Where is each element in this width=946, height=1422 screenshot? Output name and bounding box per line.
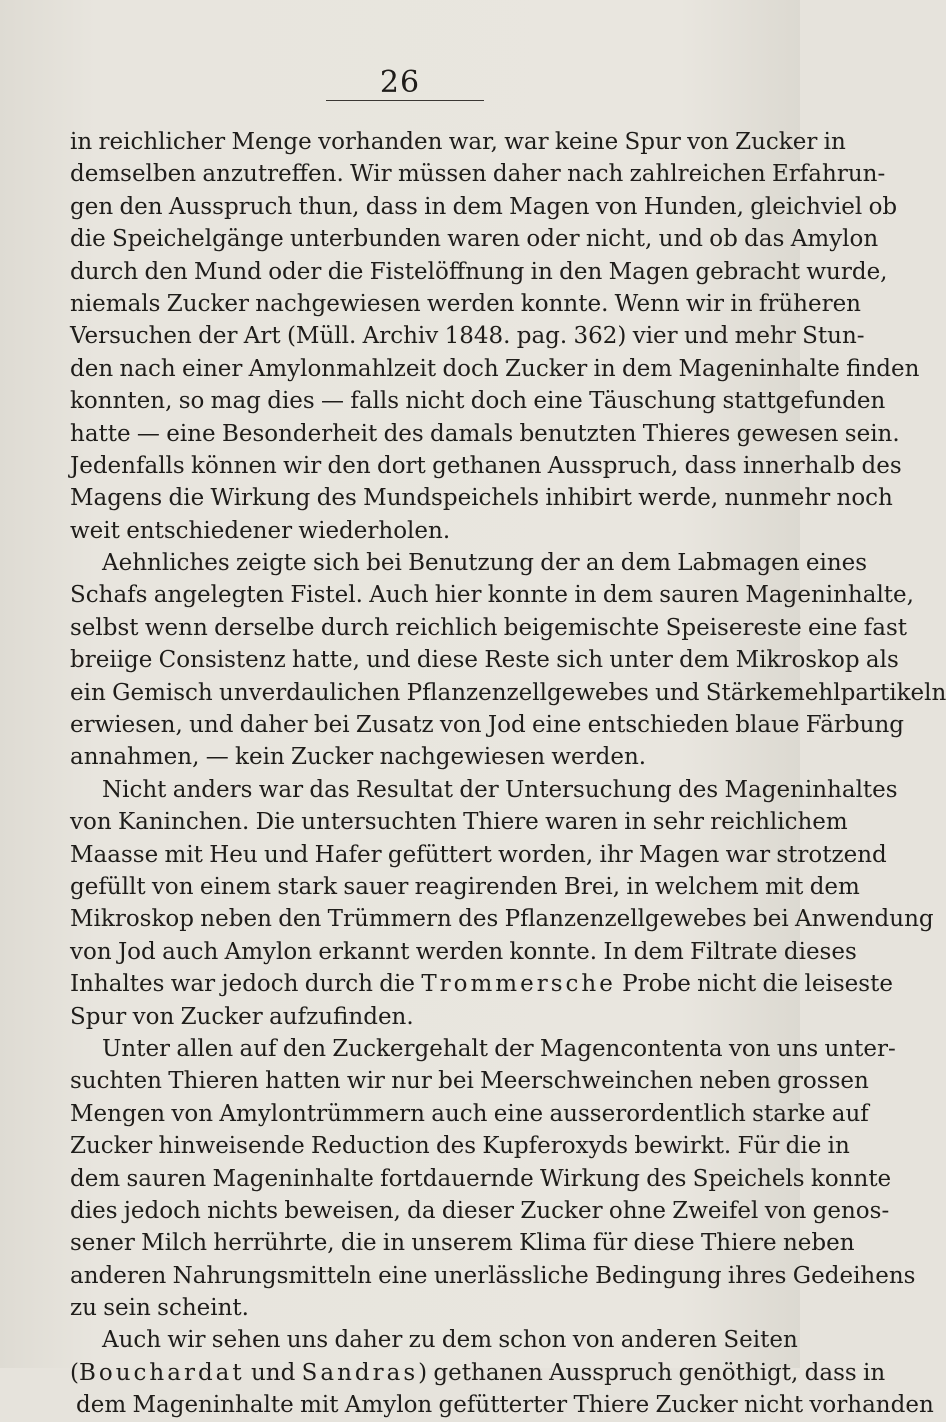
text-line: demselben anzutreffen. Wir müssen daher nach zahlreichen Erfahrun- — [70, 161, 886, 188]
text-line: dies jedoch nichts beweisen, da dieser Zucker ohne Zweifel von genos- — [70, 1197, 890, 1224]
spaced-name-bouchardat: Bouchardat — [78, 1359, 245, 1386]
text-line: Mikroskop neben den Trümmern des Pflanzenzellgewebes bei Anwendung — [70, 906, 934, 933]
text-line: suchten Thieren hatten wir nur bei Meerschweinchen neben grossen — [70, 1068, 869, 1095]
text-line: niemals Zucker nachgewiesen werden konnte. Wenn wir in früheren — [70, 290, 861, 317]
text-line: annahmen, — kein Zucker nachgewiesen werden. — [70, 744, 647, 771]
text-line: Schafs angelegten Fistel. Auch hier konnte in dem sauren Mageninhalte, — [70, 582, 914, 609]
text-line — [70, 968, 893, 1000]
paragraph-start-line: Unter allen auf den Zuckergehalt der Magencontenta von uns unter- — [102, 1035, 896, 1062]
text-line: durch den Mund oder die Fistelöffnung in den Magen gebracht wurde, — [70, 258, 888, 285]
paragraph-start-line: Nicht anders war das Resultat der Untersuchung des Mageninhaltes — [102, 776, 898, 803]
text-line: den nach einer Amylonmahlzeit doch Zucker in dem Mageninhalte finden — [70, 355, 920, 382]
page-number-rule — [326, 100, 484, 101]
text-line: gefüllt von einem stark sauer reagirenden Brei, in welchem mit dem — [70, 873, 860, 900]
text-line: breiige Consistenz hatte, und diese Reste sich unter dem Mikroskop als — [70, 647, 899, 674]
text-segment: Probe nicht die leiseste — [615, 971, 893, 998]
page-number: 26 — [379, 65, 421, 100]
text-line: anderen Nahrungsmitteln eine unerlässliche Bedingung ihres Gedeihens — [70, 1262, 916, 1289]
text-line: Magens die Wirkung des Mundspeichels inhibirt werde, nunmehr noch — [70, 485, 893, 512]
paragraph-start-line: Auch wir sehen uns daher zu dem schon von anderen Seiten — [102, 1327, 798, 1354]
text-line: in reichlicher Menge vorhanden war, war keine Spur von Zucker in — [70, 129, 846, 155]
text-line: Zucker hinweisende Reduction des Kupferoxyds bewirkt. Für die in — [70, 1133, 850, 1160]
text-line: hatte — eine Besonderheit des damals benutzten Thieres gewesen sein. — [70, 420, 900, 447]
text-line: die Speichelgänge unterbunden waren oder nicht, und ob das Amylon — [70, 226, 879, 253]
text-line: Mengen von Amylontrümmern auch eine ausserordentlich starke auf — [70, 1100, 869, 1127]
text-line: Versuchen der Art (Müll. Archiv 1848. pag. 362) vier und mehr Stun- — [70, 323, 865, 350]
text-segment: ) gethanen Ausspruch genöthigt, dass in — [418, 1359, 886, 1386]
text-line: Spur von Zucker aufzufinden. — [70, 1003, 414, 1030]
text-line: Maasse mit Heu und Hafer gefüttert worden, ihr Magen war strotzend — [70, 841, 887, 868]
text-line — [70, 1357, 886, 1389]
text-segment: Inhaltes war jedoch durch die — [70, 971, 422, 998]
text-line: weit entschiedener wiederholen. — [70, 517, 451, 544]
text-line: zu sein scheint. — [70, 1295, 249, 1322]
paragraph-start-line: Aehnliches zeigte sich bei Benutzung der an dem Labmagen eines — [102, 550, 868, 577]
text-line: von Kaninchen. Die untersuchten Thiere waren in sehr reichlichem — [70, 809, 848, 836]
spaced-name-trommer: Trommersche — [421, 971, 616, 998]
text-segment: und — [244, 1359, 302, 1386]
spaced-name-sandras: Sandras — [301, 1359, 419, 1386]
text-line: sener Milch herrührte, die in unserem Klima für diese Thiere neben — [70, 1230, 855, 1257]
text-line: dem Mageninhalte mit Amylon gefütterter Thiere Zucker nicht vorhanden — [76, 1392, 934, 1419]
text-line: erwiesen, und daher bei Zusatz von Jod eine entschieden blaue Färbung — [70, 712, 904, 739]
text-line: von Jod auch Amylon erkannt werden konnte. In dem Filtrate dieses — [70, 938, 857, 965]
body-text — [70, 126, 946, 1422]
text-line: selbst wenn derselbe durch reichlich beigemischte Speisereste eine fast — [70, 614, 908, 641]
text-segment: ( — [70, 1359, 79, 1386]
text-line: gen den Ausspruch thun, dass in dem Magen von Hunden, gleichviel ob — [70, 193, 898, 220]
text-line: ein Gemisch unverdaulichen Pflanzenzellgewebes und Stärkemehlpartikeln — [70, 679, 946, 706]
text-line: konnten, so mag dies — falls nicht doch eine Täuschung stattgefunden — [70, 388, 886, 415]
text-line: Jedenfalls können wir den dort gethanen Ausspruch, dass innerhalb des — [70, 452, 902, 479]
text-line: dem sauren Mageninhalte fortdauernde Wirkung des Speichels konnte — [70, 1165, 892, 1192]
